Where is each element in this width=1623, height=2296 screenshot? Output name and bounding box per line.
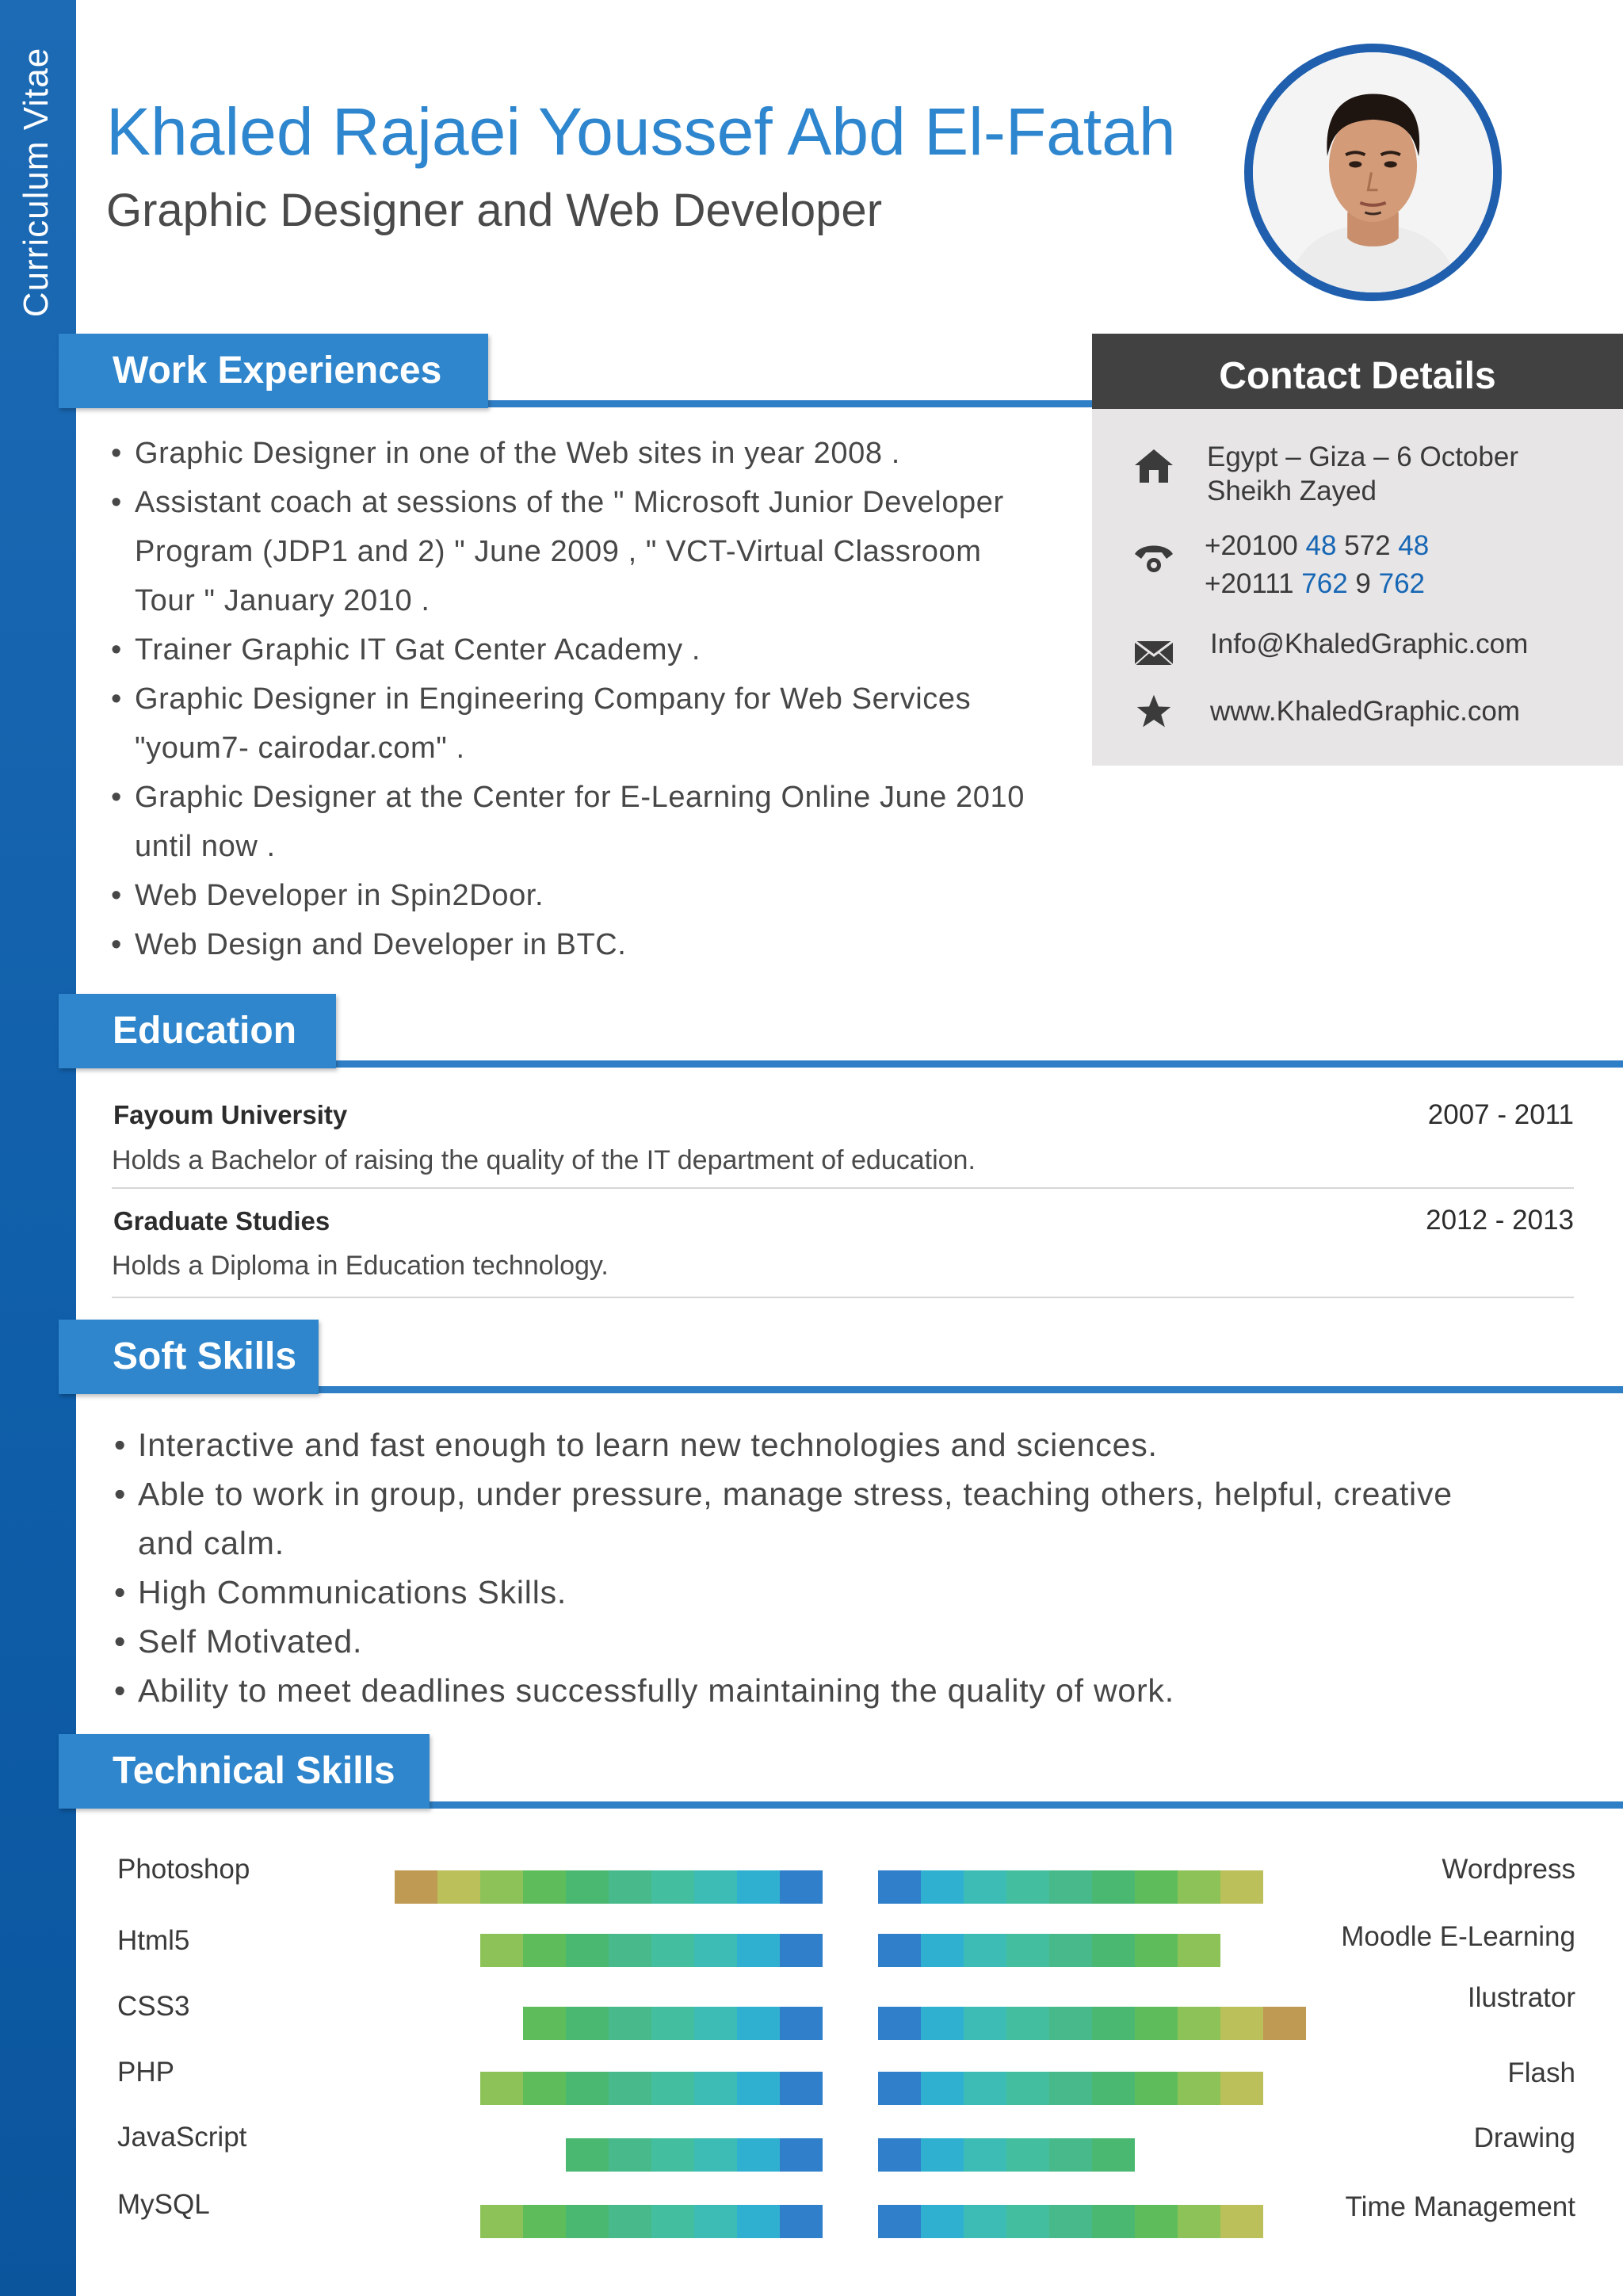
skill-bar-segment	[1092, 2007, 1135, 2040]
website-link[interactable]: www.KhaledGraphic.com	[1210, 696, 1520, 727]
skill-bar-segment	[523, 2205, 566, 2238]
soft-skill-item: • Self Motivated.	[138, 1617, 1453, 1666]
phone-icon	[1133, 537, 1174, 578]
candidate-title: Graphic Designer and Web Developer	[106, 185, 883, 236]
skill-label-time-management: Time Management	[1345, 2191, 1575, 2222]
education-school-2: Graduate Studies	[113, 1206, 330, 1236]
candidate-name: Khaled Rajaei Youssef Abd El-Fatah	[106, 94, 1176, 169]
skill-bar-segment	[1049, 1934, 1092, 1967]
skill-bar-segment	[1049, 1870, 1092, 1904]
skill-bar-segment	[523, 1870, 566, 1904]
education-years-2: 2012 - 2013	[1426, 1205, 1574, 1236]
education-separator-2	[112, 1297, 1574, 1298]
skill-bar-segment	[878, 2205, 921, 2238]
skill-bar-segment	[1006, 1870, 1049, 1904]
skill-bar-segment	[737, 2007, 780, 2040]
skill-bar-segment	[437, 1870, 480, 1904]
skill-bar-segment	[694, 2205, 737, 2238]
skill-label-php: PHP	[117, 2057, 174, 2088]
skill-bar-segment	[780, 2138, 823, 2172]
skill-bar-segment	[1092, 1934, 1135, 1967]
skill-bar-segment	[566, 2007, 609, 2040]
address-line-1: Egypt – Giza – 6 October	[1207, 441, 1518, 472]
skill-bar-segment	[780, 2007, 823, 2040]
address	[1207, 440, 1518, 508]
skill-bar-segment	[1006, 2205, 1049, 2238]
skill-bar-segment	[651, 1870, 694, 1904]
work-item: • Web Design and Developer in BTC.	[135, 920, 1025, 969]
skill-bar-segment	[780, 1870, 823, 1904]
skill-bar-segment	[566, 1870, 609, 1904]
portrait-image	[1253, 52, 1493, 292]
skill-bar-drawing	[878, 2138, 1135, 2172]
skill-bar-segment	[921, 2007, 964, 2040]
skill-bar-segment	[964, 2138, 1006, 2172]
skill-bar-segment	[964, 1934, 1006, 1967]
skill-bar-segment	[1049, 2138, 1092, 2172]
skill-bar-segment	[1135, 2072, 1178, 2105]
skill-bar-segment	[1178, 2007, 1220, 2040]
skill-bar-segment	[694, 1870, 737, 1904]
skill-bar-segment	[523, 2007, 566, 2040]
skill-bar-segment	[1220, 2072, 1263, 2105]
contact-panel	[1092, 334, 1623, 766]
skill-bar-segment	[651, 2072, 694, 2105]
home-icon	[1133, 445, 1174, 486]
work-item: Program (JDP1 and 2) " June 2009 , " VCT-Virtual Classroom	[135, 535, 982, 568]
skill-bar-segment	[651, 2138, 694, 2172]
skill-bar-segment	[1220, 2007, 1263, 2040]
profile-photo	[1244, 44, 1502, 301]
contact-heading: Contact Details	[1092, 334, 1623, 409]
skill-bar-segment	[737, 1870, 780, 1904]
skill-bar-segment	[964, 1870, 1006, 1904]
skill-bar-segment	[737, 1934, 780, 1967]
skill-bar-segment	[566, 2072, 609, 2105]
phones	[1205, 529, 1429, 601]
work-item: until now .	[135, 830, 276, 863]
skill-bar-segment	[1006, 2138, 1049, 2172]
skill-bar-segment	[737, 2205, 780, 2238]
skill-bar-segment	[1178, 2072, 1220, 2105]
skill-bar-segment	[566, 2138, 609, 2172]
work-item: • Graphic Designer in Engineering Company for Web Services	[135, 674, 1025, 724]
skill-bar-segment	[480, 2072, 523, 2105]
phone-number-1: +20100 48 572 48	[1205, 530, 1430, 561]
skill-label-wordpress: Wordpress	[1442, 1854, 1575, 1885]
soft-skill-item: and calm.	[138, 1525, 285, 1561]
education-school-1: Fayoum University	[113, 1100, 348, 1129]
skill-bar-segment	[1006, 2072, 1049, 2105]
skill-bar-segment	[1178, 1870, 1220, 1904]
skill-bar-segment	[1135, 2205, 1178, 2238]
skill-bar-segment	[1135, 2007, 1178, 2040]
email-link[interactable]: Info@KhaledGraphic.com	[1210, 628, 1529, 659]
education-desc-2: Holds a Diploma in Education technology.	[112, 1251, 609, 1281]
skill-bar-segment	[737, 2072, 780, 2105]
skill-bar-segment	[780, 1934, 823, 1967]
skill-bar-moodle-e-learning	[878, 1934, 1220, 1967]
skill-bar-segment	[780, 2072, 823, 2105]
star-icon	[1133, 693, 1174, 731]
work-item: • Trainer Graphic IT Gat Center Academy .	[135, 625, 1025, 674]
skill-bar-segment	[921, 2138, 964, 2172]
skill-bar-wordpress	[878, 1870, 1263, 1904]
education-separator-1	[112, 1187, 1574, 1189]
skill-bar-segment	[1263, 2007, 1306, 2040]
skill-bar-segment	[609, 1870, 651, 1904]
skill-bar-php	[480, 2072, 823, 2105]
skill-bar-segment	[651, 1934, 694, 1967]
skill-label-css3: CSS3	[117, 1991, 190, 2022]
skill-bar-segment	[523, 2072, 566, 2105]
soft-skills-heading: Soft Skills	[59, 1320, 319, 1394]
skill-bar-segment	[1135, 1870, 1178, 1904]
skill-bar-segment	[964, 2205, 1006, 2238]
education-heading: Education	[59, 994, 336, 1068]
skill-bar-segment	[609, 2072, 651, 2105]
skill-bar-segment	[1220, 1870, 1263, 1904]
skill-bar-photoshop	[395, 1870, 823, 1904]
technical-skills-heading: Technical Skills	[59, 1734, 430, 1809]
skill-bar-segment	[921, 2072, 964, 2105]
skill-label-flash: Flash	[1507, 2057, 1575, 2088]
skill-bar-segment	[1135, 1934, 1178, 1967]
skill-label-mysql: MySQL	[117, 2189, 210, 2220]
skill-bar-segment	[651, 2205, 694, 2238]
address-line-2: Sheikh Zayed	[1207, 476, 1377, 506]
skill-bar-css3	[523, 2007, 823, 2040]
skill-label-javascript: JavaScript	[117, 2122, 247, 2153]
skill-bar-segment	[523, 1934, 566, 1967]
skill-bar-time-management	[878, 2205, 1263, 2238]
education-divider	[333, 1060, 1623, 1068]
work-item: Tour " January 2010 .	[135, 584, 430, 617]
skill-bar-segment	[1178, 1934, 1220, 1967]
skill-bar-segment	[964, 2007, 1006, 2040]
education-desc-1: Holds a Bachelor of raising the quality of the IT department of education.	[112, 1145, 976, 1175]
skill-bar-segment	[1049, 2007, 1092, 2040]
skill-bar-javascript	[566, 2138, 823, 2172]
work-item: • Graphic Designer in one of the Web sites in year 2008 .	[135, 429, 1025, 478]
skill-bar-segment	[609, 1934, 651, 1967]
skill-bar-segment	[395, 1870, 437, 1904]
skill-bar-segment	[480, 1870, 523, 1904]
soft-skills-list	[138, 1420, 1453, 1715]
skill-bar-segment	[1220, 2205, 1263, 2238]
soft-skill-item: • High Communications Skills.	[138, 1568, 1453, 1617]
skill-bar-segment	[780, 2205, 823, 2238]
soft-skills-divider	[317, 1386, 1623, 1393]
envelope-icon	[1133, 636, 1174, 668]
skill-label-ilustrator: Ilustrator	[1467, 1982, 1575, 2013]
soft-skill-item: • Interactive and fast enough to learn new technologies and sciences.	[138, 1420, 1453, 1469]
skill-bar-segment	[694, 2072, 737, 2105]
skill-bar-segment	[1092, 2138, 1135, 2172]
technical-skills-divider	[428, 1801, 1623, 1809]
soft-skill-item: • Able to work in group, under pressure, manage stress, teaching others, helpful, creative	[138, 1469, 1453, 1519]
skill-bar-segment	[1178, 2205, 1220, 2238]
soft-skill-item: • Ability to meet deadlines successfully maintaining the quality of work.	[138, 1666, 1453, 1715]
work-heading: Work Experiences	[59, 334, 488, 408]
skill-bar-segment	[609, 2138, 651, 2172]
skill-bar-segment	[921, 1870, 964, 1904]
skill-bar-segment	[878, 1934, 921, 1967]
skill-bar-segment	[878, 2072, 921, 2105]
skill-bar-segment	[1049, 2072, 1092, 2105]
skill-bar-segment	[878, 2007, 921, 2040]
work-item: • Graphic Designer at the Center for E-Learning Online June 2010	[135, 773, 1025, 822]
skill-bar-segment	[480, 2205, 523, 2238]
skill-bar-mysql	[480, 2205, 823, 2238]
skill-bar-segment	[609, 2007, 651, 2040]
skill-bar-html5	[480, 1934, 823, 1967]
skill-bar-segment	[1006, 1934, 1049, 1967]
skill-bar-segment	[737, 2138, 780, 2172]
skill-label-html5: Html5	[117, 1925, 190, 1956]
skill-bar-segment	[1092, 2205, 1135, 2238]
skill-bar-segment	[566, 1934, 609, 1967]
skill-bar-segment	[609, 2205, 651, 2238]
skill-bar-segment	[1092, 1870, 1135, 1904]
skill-bar-segment	[921, 2205, 964, 2238]
skill-label-drawing: Drawing	[1473, 2122, 1575, 2153]
phone-number-2: +20111 762 9 762	[1205, 568, 1426, 599]
skill-bar-segment	[694, 2138, 737, 2172]
skill-label-moodle-e-learning: Moodle E-Learning	[1341, 1921, 1575, 1952]
skill-bar-segment	[694, 1934, 737, 1967]
skill-bar-segment	[964, 2072, 1006, 2105]
skill-bar-segment	[694, 2007, 737, 2040]
skill-label-photoshop: Photoshop	[117, 1854, 250, 1885]
skill-bar-segment	[480, 1934, 523, 1967]
work-item: • Assistant coach at sessions of the " Microsoft Junior Developer	[135, 478, 1025, 527]
work-item: • Web Developer in Spin2Door.	[135, 871, 1025, 920]
work-item: "youm7- cairodar.com" .	[135, 732, 465, 765]
curriculum-vitae-label: Curriculum Vitae	[17, 47, 55, 318]
work-list	[135, 429, 1025, 969]
skill-bar-segment	[878, 2138, 921, 2172]
skill-bar-segment	[878, 1870, 921, 1904]
skill-bar-ilustrator	[878, 2007, 1306, 2040]
skill-bar-segment	[651, 2007, 694, 2040]
skill-bar-segment	[921, 1934, 964, 1967]
education-years-1: 2007 - 2011	[1427, 1099, 1574, 1130]
skill-bar-segment	[566, 2205, 609, 2238]
skill-bar-flash	[878, 2072, 1263, 2105]
skill-bar-segment	[1049, 2205, 1092, 2238]
skill-bar-segment	[1006, 2007, 1049, 2040]
skill-bar-segment	[1092, 2072, 1135, 2105]
